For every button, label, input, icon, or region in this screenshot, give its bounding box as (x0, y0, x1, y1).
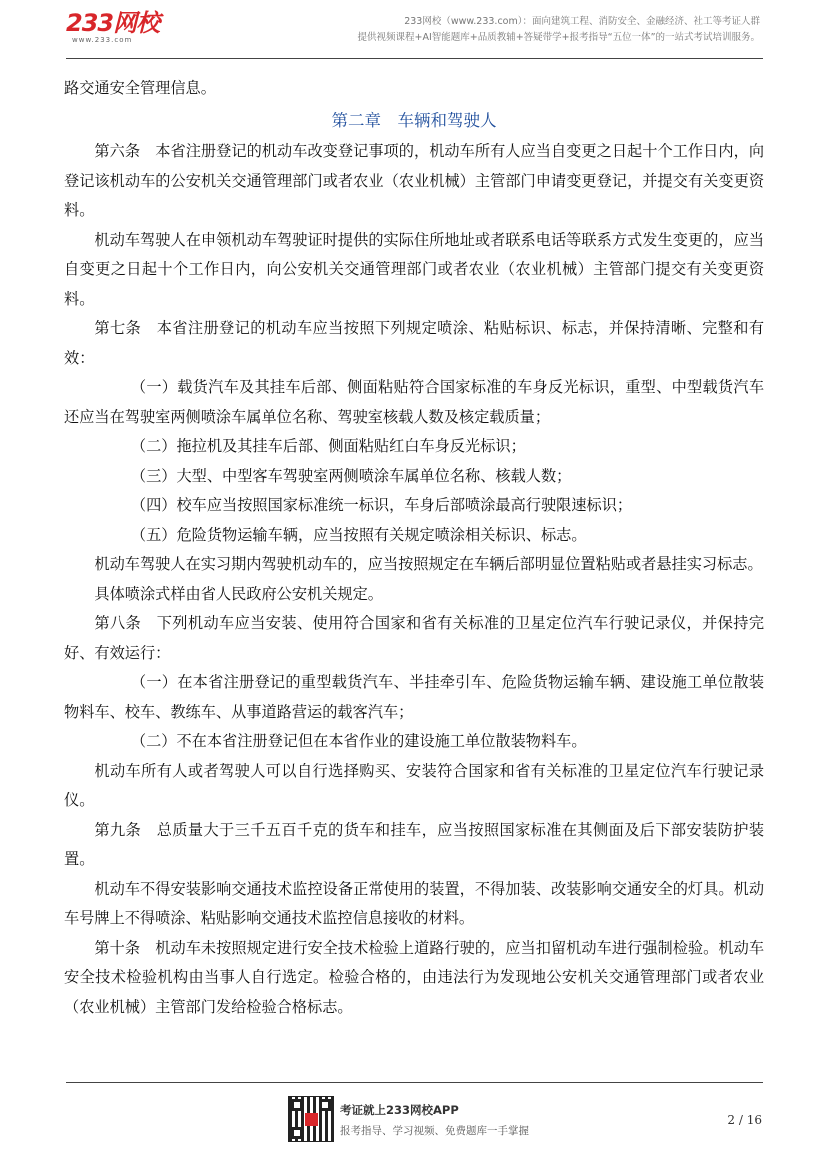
logo-url: www.233.com (72, 36, 133, 44)
brand-logo (66, 10, 159, 44)
list-item: （五）危险货物运输车辆，应当按照有关规定喷涂相关标识、标志。 (130, 525, 587, 544)
paragraph: 机动车不得安装影响交通技术监控设备正常使用的装置，不得加装、改装影响交通安全的灯具。机动车号牌上不得喷涂、粘贴影响交通技术监控信息接收的材料。 (64, 879, 764, 927)
article-9: 第九条 总质量大于三千五百千克的货车和挂车，应当按照国家标准在其侧面及后下部安装防护装置。 (64, 820, 764, 868)
paragraph: 机动车驾驶人在实习期内驾驶机动车的，应当按照规定在车辆后部明显位置粘贴或者悬挂实习标志。 (94, 555, 763, 573)
logo-text: 233网校 (66, 9, 160, 37)
list-item: （二）不在本省注册登记但在本省作业的建设施工单位散装物料车。 (130, 732, 587, 750)
article-7: 第七条 本省注册登记的机动车应当按照下列规定喷涂、粘贴标识、标志，并保持清晰、完整和有效： (64, 319, 764, 367)
list-item: （三）大型、中型客车驾驶室两侧喷涂车属单位名称、核载人数； (130, 466, 572, 485)
page-header (0, 0, 830, 60)
page-number: 2 / 16 (727, 1113, 762, 1127)
paragraph: 路交通安全管理信息。 (64, 79, 216, 97)
header-info-line1: 233网校（www.233.com）：面向建筑工程、消防安全、金融经济、社工等考证人群 (404, 16, 760, 27)
header-info-line2: 提供视频课程+AI智能题库+品质教辅+答疑带学+报考指导“五位一体”的一站式考试培训服务。 (357, 32, 760, 43)
article-6: 第六条 本省注册登记的机动车改变登记事项的，机动车所有人应当自变更之日起十个工作日内，向登记该机动车的公安机关交通管理部门或者农业（农业机械）主管部门申请变更登记，并提交有关变更资料。 (64, 142, 764, 219)
article-8: 第八条 下列机动车应当安装、使用符合国家和省有关标准的卫星定位汽车行驶记录仪，并保持完好、有效运行： (64, 614, 764, 662)
qr-code-icon (288, 1096, 334, 1142)
list-item: （一）在本省注册登记的重型载货汽车、半挂牵引车、危险货物运输车辆、建设施工单位散装物料车、校车、教练车、从事道路营运的载客汽车； (64, 673, 764, 721)
document-body (64, 74, 764, 1022)
chapter-title: 第二章 车辆和驾驶人 (331, 110, 497, 130)
list-item: （一）载货汽车及其挂车后部、侧面粘贴符合国家标准的车身反光标识，重型、中型载货汽车还应当在驾驶室两侧喷涂车属单位名称、驾驶室核载人数及核定载质量； (64, 378, 764, 426)
header-divider (66, 58, 763, 59)
list-item: （四）校车应当按照国家标准统一标识，车身后部喷涂最高行驶限速标识； (130, 496, 633, 514)
paragraph: 机动车驾驶人在申领机动车驾驶证时提供的实际住所地址或者联系电话等联系方式发生变更的，应当自变更之日起十个工作日内，向公安机关交通管理部门或者农业（农业机械）主管部门提交有关变更资料。 (64, 230, 764, 308)
app-promo-subtitle: 报考指导、学习视频、免费题库一手掌握 (340, 1125, 529, 1137)
header-info (358, 14, 761, 46)
list-item: （二）拖拉机及其挂车后部、侧面粘贴红白车身反光标识； (130, 437, 526, 455)
paragraph: 具体喷涂式样由省人民政府公安机关规定。 (94, 584, 383, 603)
article-10: 第十条 机动车未按照规定进行安全技术检验上道路行驶的，应当扣留机动车进行强制检验。机动车安全技术检验机构由当事人自行选定。检验合格的，由违法行为发现地公安机关交通管理部门或者农业（农业机械）主管部门发给检验合格标志。 (64, 938, 764, 1016)
paragraph: 机动车所有人或者驾驶人可以自行选择购买、安装符合国家和省有关标准的卫星定位汽车行驶记录仪。 (64, 761, 764, 809)
footer-divider (66, 1082, 763, 1083)
app-promo-title: 考证就上233网校APP (340, 1103, 459, 1117)
